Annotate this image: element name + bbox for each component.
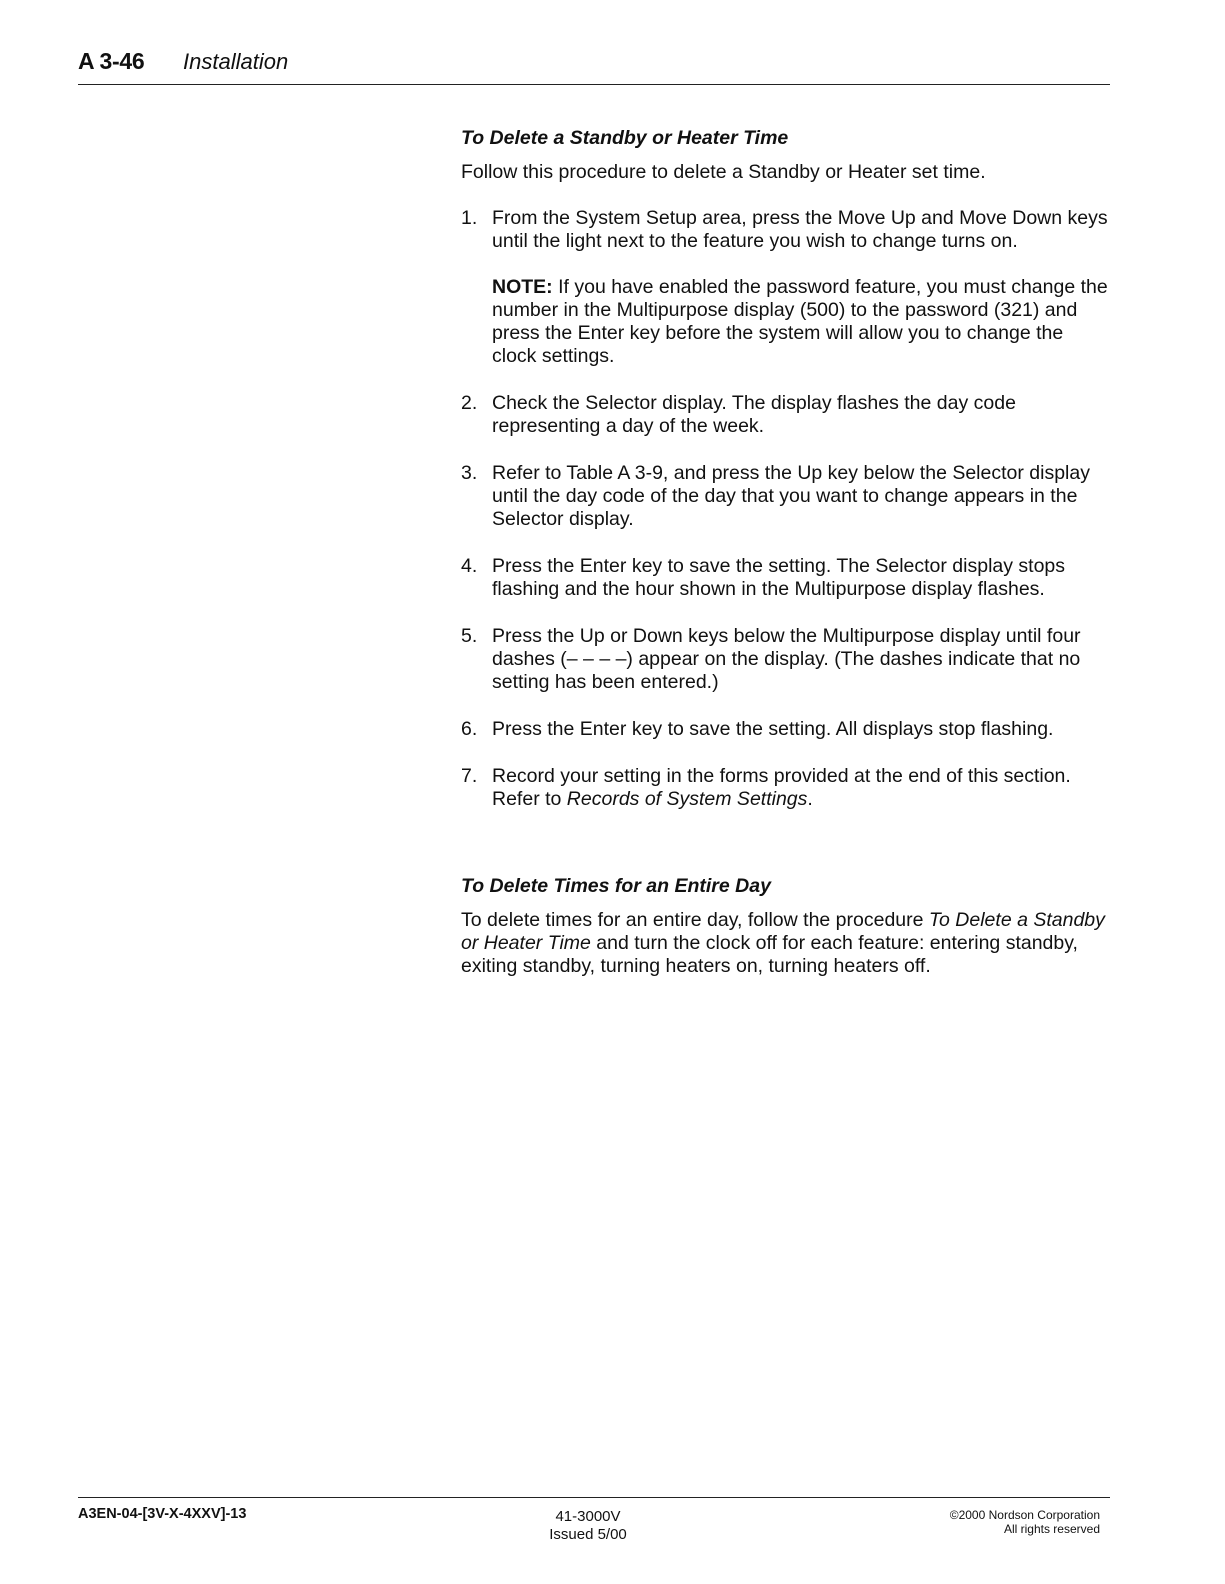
document-code: A3EN-04-[3V-X-4XXV]-13 (78, 1506, 247, 1522)
section-paragraph (461, 909, 1113, 978)
section-heading: To Delete Times for an Entire Day (461, 875, 771, 897)
step-text: Press the Enter key to save the setting. All displays stop flashing. (492, 718, 1054, 740)
step-number: 2. (461, 392, 478, 414)
step-number: 1. (461, 207, 478, 229)
step-7 (461, 765, 1113, 811)
page-number: A 3-46 (78, 48, 145, 74)
reference-title: Records of System Settings (566, 788, 808, 810)
step-4 (461, 555, 1113, 601)
rights-text: All rights reserved (1003, 1522, 1100, 1536)
note (492, 276, 1113, 368)
step-2 (461, 392, 1113, 438)
step-text: Press the Enter key to save the setting. The Selector display stops flashing and the hour shown in the Multipurpose display flashes. (492, 555, 1066, 600)
paragraph-text-start: To delete times for an entire day, follow the procedure (461, 909, 929, 931)
section-delete-entire-day (461, 873, 1113, 978)
step-number: 3. (461, 462, 478, 484)
paragraph-text-end: and turn the clock off for each feature: entering standby, exiting standby, turning heaters on, turning heaters off. (461, 932, 1078, 977)
step-text-main: Record your setting in the forms provided at the end of this section. Refer to (492, 765, 1071, 810)
footer-center (548, 1508, 628, 1544)
step-1 (461, 207, 1113, 368)
step-text: Refer to Table A 3-9, and press the Up key below the Selector display until the day code of the day that you want to change appears in the Selector display. (492, 462, 1090, 530)
step-text: Check the Selector display. The display flashes the day code representing a day of the week. (492, 392, 1016, 437)
issue-date: Issued 5/00 (549, 1526, 627, 1543)
section-heading: To Delete a Standby or Heater Time (461, 127, 789, 149)
step-text-end: . (807, 788, 813, 810)
step-text: Press the Up or Down keys below the Multipurpose display until four dashes (– – – –) appear on the display. (The dashes indicate that no setting has been entered.) (492, 625, 1081, 693)
step-text: From the System Setup area, press the Move Up and Move Down keys until the light next to the feature you wish to change turns on. (492, 207, 1108, 252)
step-number: 4. (461, 555, 478, 577)
step-5 (461, 625, 1113, 694)
procedure-reference: To Delete a Standby or Heater Time (461, 909, 1105, 954)
step-3 (461, 462, 1113, 531)
step-number: 7. (461, 765, 478, 787)
part-number: 41-3000V (555, 1508, 621, 1525)
section-title: Installation (183, 49, 289, 74)
step-6 (461, 718, 1113, 741)
step-number: 6. (461, 718, 478, 740)
procedure-steps (461, 207, 1113, 811)
step-text (492, 765, 1113, 811)
note-label: NOTE: (492, 276, 553, 298)
intro-paragraph: Follow this procedure to delete a Standby or Heater set time. (461, 161, 986, 183)
page-header (78, 48, 1110, 85)
main-content (461, 125, 1113, 978)
page-footer (78, 1497, 1110, 1548)
section-delete-standby (461, 125, 1113, 811)
copyright-text: ©2000 Nordson Corporation (949, 1508, 1100, 1522)
note-text: If you have enabled the password feature, you must change the number in the Multipurpose display (500) to the password (321) and press the Enter key before the system will allow you to change the clock settings. (492, 276, 1108, 367)
step-number: 5. (461, 625, 478, 647)
footer-copyright (950, 1508, 1100, 1536)
